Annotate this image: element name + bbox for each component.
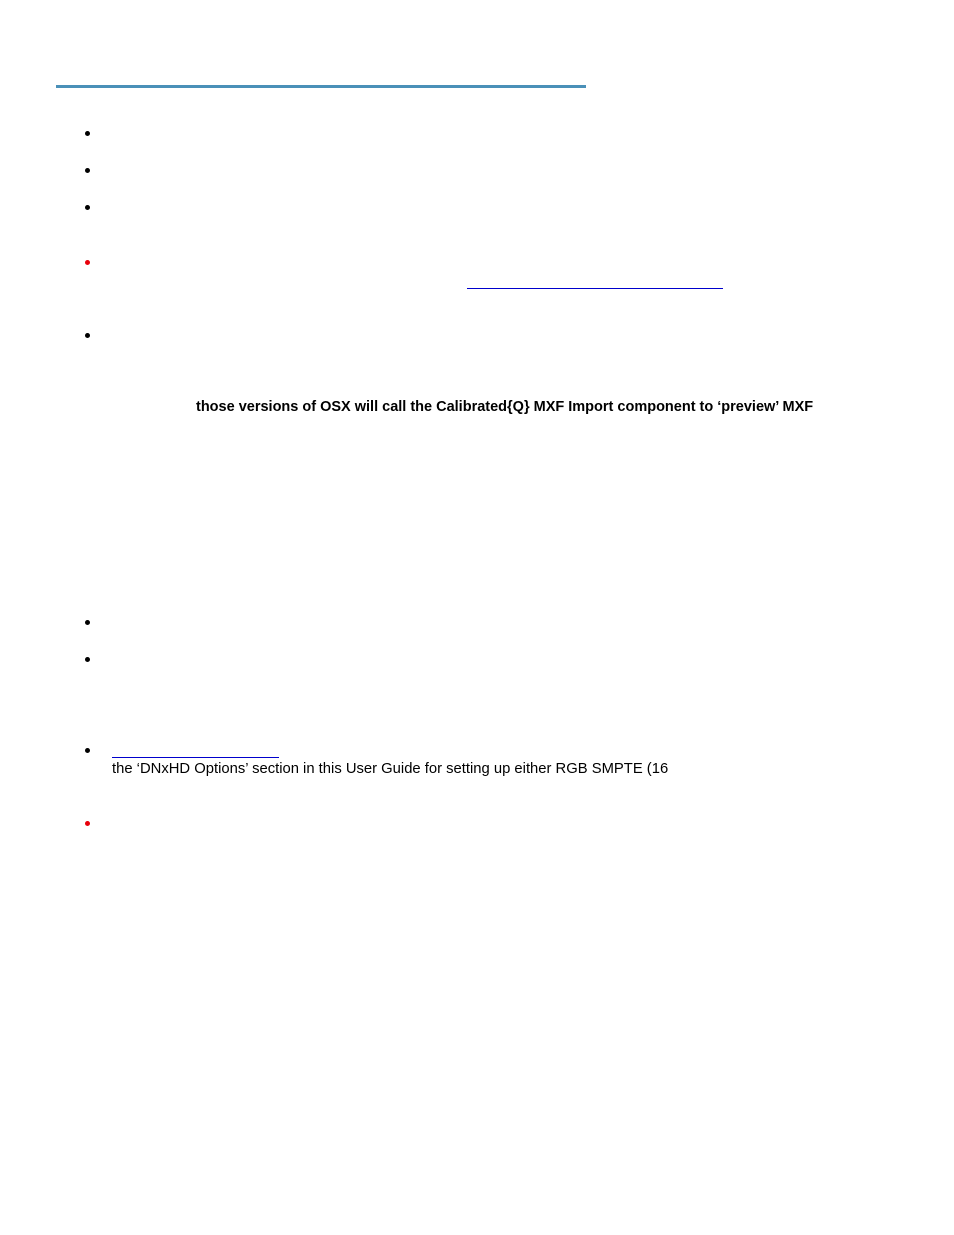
hyperlink-underline[interactable]	[467, 288, 723, 289]
list-bullet	[85, 657, 90, 662]
dnxhd-options-text: the ‘DNxHD Options’ section in this User Guide for setting up either RGB SMPTE (16	[112, 761, 669, 777]
hyperlink-underline[interactable]	[112, 757, 279, 758]
bold-text-line: those versions of OSX will call the Calibrated{Q} MXF Import component to ‘preview’ MXF	[196, 399, 814, 415]
list-bullet	[85, 333, 90, 338]
list-bullet	[85, 748, 90, 753]
list-bullet-alert	[85, 821, 90, 826]
list-bullet	[85, 131, 90, 136]
list-bullet	[85, 168, 90, 173]
section-header-rule	[56, 85, 586, 88]
list-bullet-alert	[85, 260, 90, 265]
list-bullet	[85, 620, 90, 625]
list-bullet	[85, 205, 90, 210]
